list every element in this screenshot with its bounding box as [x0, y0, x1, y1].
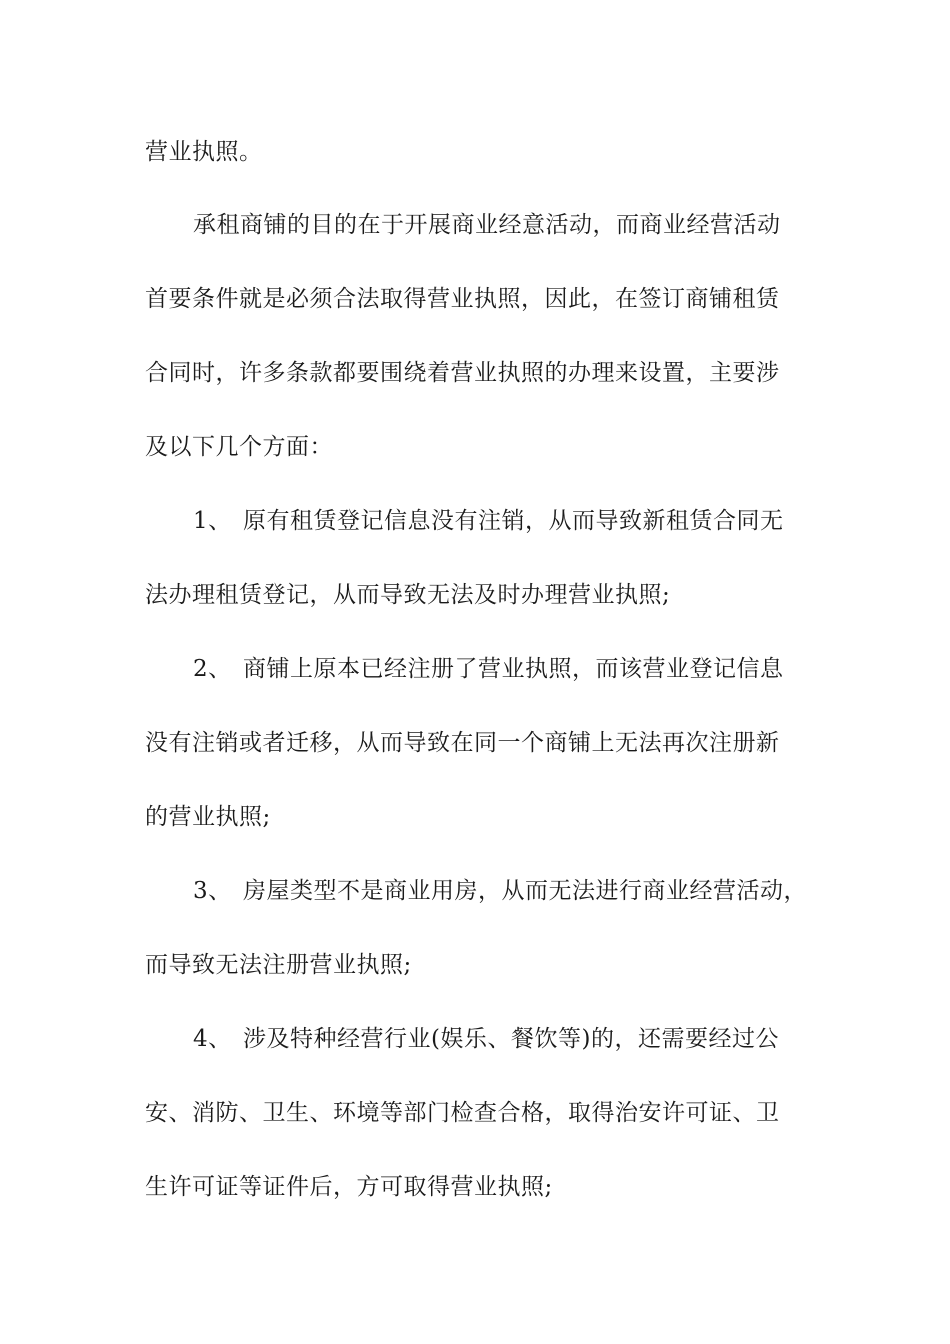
text-line: 的营业执照;	[145, 804, 271, 830]
text-line: 生许可证等证件后，方可取得营业执照;	[145, 1174, 553, 1200]
list-item-text: 原有租赁登记信息没有注销，从而导致新租赁合同无	[243, 508, 784, 534]
list-marker: 4、	[193, 1026, 232, 1052]
list-marker: 3、	[193, 878, 232, 904]
list-item-2	[193, 654, 784, 684]
text-line: 而导致无法注册营业执照;	[145, 952, 412, 978]
list-marker: 2、	[193, 656, 232, 682]
text-line: 安、消防、卫生、环境等部门检查合格，取得治安许可证、卫	[145, 1100, 780, 1126]
list-item-text: 商铺上原本已经注册了营业执照，而该营业登记信息	[243, 656, 784, 682]
list-item-4	[193, 1024, 779, 1054]
list-item-1	[193, 506, 784, 536]
text-line: 营业执照。	[145, 139, 263, 165]
list-marker: 1、	[193, 508, 232, 534]
list-item-text: 房屋类型不是商业用房，从而无法进行商业经营活动，	[243, 878, 807, 904]
text-line: 法办理租赁登记，从而导致无法及时办理营业执照;	[145, 582, 671, 608]
paragraph-first-line: 承租商铺的目的在于开展商业经意活动，而商业经营活动	[193, 212, 781, 238]
text-line: 及以下几个方面：	[145, 434, 333, 460]
list-item-3	[193, 876, 807, 906]
text-line: 合同时，许多条款都要围绕着营业执照的办理来设置，主要涉	[145, 360, 780, 386]
text-line: 没有注销或者迁移，从而导致在同一个商铺上无法再次注册新	[145, 730, 780, 756]
list-item-text: 涉及特种经营行业(娱乐、餐饮等)的，还需要经过公	[243, 1026, 779, 1052]
text-line: 首要条件就是必须合法取得营业执照，因此，在签订商铺租赁	[145, 286, 780, 312]
